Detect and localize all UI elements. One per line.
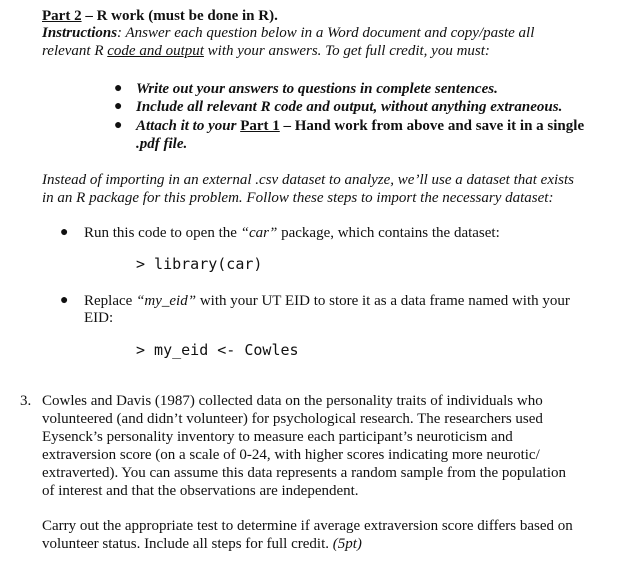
instructions-line1 [42, 24, 534, 42]
bullet-dot: ● [60, 225, 69, 240]
question-line-3: Eysenck’s personality inventory to measure each participant’s neuroticism and [42, 429, 513, 445]
code-library-car: > library(car) [136, 255, 263, 273]
step-1-car: “car” [240, 225, 278, 241]
part2-label: Part 2 [42, 8, 82, 24]
instructions-line2 [42, 42, 490, 60]
task-line-1: Carry out the appropriate test to determine if average extraversion score differs based on [42, 518, 573, 534]
question-line-5: extraverted). You can assume this data represents a random sample from the population [42, 465, 567, 481]
instructions-text-1: : Answer each question below in a Word document and copy/paste all [117, 25, 535, 41]
instructions-text-2a: relevant R [42, 43, 108, 59]
part2-title-rest: – R work (must be done in R). [81, 8, 278, 24]
step-1-a: Run this code to open the [84, 225, 241, 241]
task-line-2-text: volunteer status. Include all steps for full credit. [42, 536, 333, 552]
requirement-1: Write out your answers to questions in complete sentences. [136, 81, 498, 97]
instructions-text-2b: with your answers. To get full credit, you must: [203, 43, 490, 59]
question-line-1: Cowles and Davis (1987) collected data on the personality traits of individuals who [42, 393, 543, 409]
requirement-3 [136, 117, 584, 135]
points-value: (5pt) [332, 536, 362, 552]
bullet-dot: ● [60, 293, 69, 308]
requirement-2: Include all relevant R code and output, without anything extraneous. [136, 99, 563, 115]
question-number: 3. [20, 393, 32, 409]
step-1 [84, 224, 500, 242]
step-1-b: package, which contains the dataset: [277, 225, 500, 241]
step-2-a: Replace [84, 293, 137, 309]
question-line-6: of interest and that the observations are independent. [42, 483, 359, 499]
bullet-dot: ● [114, 99, 123, 114]
code-my-eid: > my_eid <- Cowles [136, 341, 299, 359]
step-2-b: with your UT EID to store it as a data frame named with your [196, 293, 570, 309]
instructions-code-output: code and output [107, 43, 204, 59]
requirement-3-b: – Hand work from above and save it in a single [279, 118, 585, 134]
instructions-label: Instructions [42, 25, 118, 41]
step-2-eid: “my_eid” [136, 293, 197, 309]
bullet-dot: ● [114, 118, 123, 133]
requirement-3-cont: .pdf file. [136, 136, 188, 152]
step-2 [84, 292, 570, 310]
question-line-4: extraversion score (on a scale of 0-24, with higher scores indicating more neurotic/ [42, 447, 540, 463]
question-line-2: volunteered (and didn’t volunteer) for psychological research. The researchers used [42, 411, 543, 427]
part2-heading [42, 7, 278, 25]
step-2-cont: EID: [84, 310, 114, 326]
requirement-3-part1: Part 1 [240, 118, 280, 134]
task-line-2 [42, 535, 362, 553]
bullet-dot: ● [114, 81, 123, 96]
intro-line-2: in an R package for this problem. Follow these steps to import the necessary dataset: [42, 190, 554, 206]
intro-line-1: Instead of importing in an external .csv dataset to analyze, we’ll use a dataset that exists [42, 172, 575, 188]
requirement-3-a: Attach it to your [136, 118, 241, 134]
